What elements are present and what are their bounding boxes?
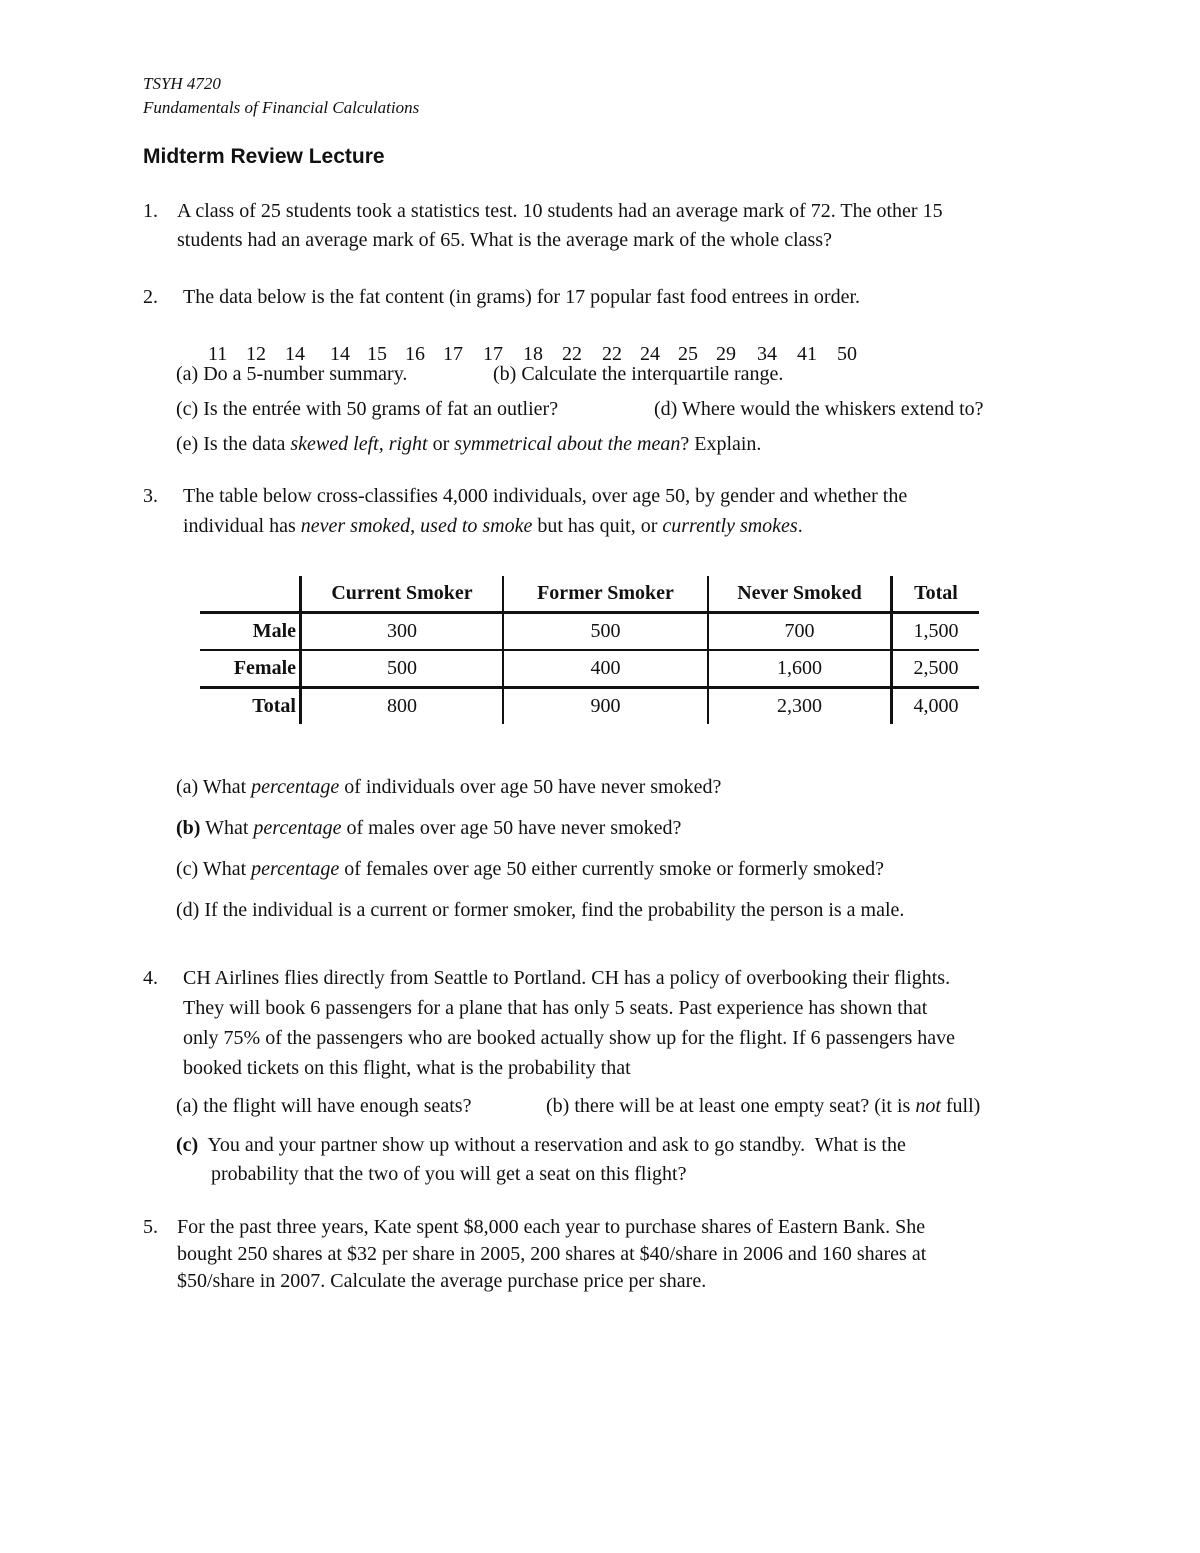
table-cell: 300 <box>301 613 504 651</box>
question-3-line-1: The table below cross-classifies 4,000 individuals, over age 50, by gender and whether the <box>183 485 908 507</box>
smoking-table <box>200 576 979 724</box>
table-cell: 2,500 <box>892 650 980 688</box>
question-2-number: 2. <box>143 286 158 308</box>
question-3d: (d) If the individual is a current or former smoker, find the probability the person is a male. <box>176 899 905 921</box>
data-value: 29 <box>716 343 736 365</box>
question-3a <box>176 776 721 799</box>
table-corner-cell <box>200 576 301 613</box>
data-value: 17 <box>443 343 463 365</box>
q3a-text: of individuals over age 50 have never smoked? <box>339 776 722 798</box>
q3b-text: of males over age 50 have never smoked? <box>341 817 682 839</box>
data-value: 16 <box>405 343 425 365</box>
data-value: 12 <box>246 343 266 365</box>
q4b-italic: not <box>915 1095 941 1117</box>
table-row <box>200 688 979 725</box>
question-2b: (b) Calculate the interquartile range. <box>493 363 784 385</box>
table-header-cell: Former Smoker <box>503 576 708 613</box>
q3-text: but has quit, or <box>532 515 663 537</box>
question-2d: (d) Where would the whiskers extend to? <box>654 398 984 420</box>
q2e-text: or <box>427 433 455 455</box>
table-cell: 1,500 <box>892 613 980 651</box>
table-row-label: Total <box>200 688 301 725</box>
q2e-italic-1: skewed left, right <box>290 433 428 455</box>
table-cell: 500 <box>503 613 708 651</box>
table-cell: 500 <box>301 650 504 688</box>
question-1-line-1: A class of 25 students took a statistics test. 10 students had an average mark of 72. The other 15 <box>177 200 943 222</box>
table-cell: 400 <box>503 650 708 688</box>
data-value: 14 <box>285 343 305 365</box>
table-header-cell: Never Smoked <box>708 576 892 613</box>
q3-italic: used to smoke <box>420 515 533 537</box>
q3c-text: (c) What <box>176 858 252 880</box>
question-5-line-2: bought 250 shares at $32 per share in 2005, 200 shares at $40/share in 2006 and 160 shares at <box>177 1243 927 1265</box>
q3b-italic: percentage <box>253 817 342 839</box>
question-2-intro: The data below is the fat content (in grams) for 17 popular fast food entrees in order. <box>183 286 861 308</box>
data-value: 22 <box>562 343 582 365</box>
table-cell: 1,600 <box>708 650 892 688</box>
course-code: TSYH 4720 <box>143 74 221 93</box>
table-header-cell: Current Smoker <box>301 576 504 613</box>
data-value: 15 <box>367 343 387 365</box>
data-value: 25 <box>678 343 698 365</box>
table-cell: 800 <box>301 688 504 725</box>
data-value: 14 <box>330 343 350 365</box>
table-header-cell: Total <box>892 576 980 613</box>
question-3c <box>176 858 884 881</box>
data-value: 17 <box>483 343 503 365</box>
question-2e <box>176 433 761 456</box>
question-4-number: 4. <box>143 967 158 989</box>
question-2c: (c) Is the entrée with 50 grams of fat an outlier? <box>176 398 559 420</box>
table-row-label: Male <box>200 613 301 651</box>
question-3b <box>176 817 681 840</box>
question-4-line-3: only 75% of the passengers who are booked actually show up for the flight. If 6 passengers have <box>183 1027 956 1049</box>
question-4-line-4: booked tickets on this flight, what is the probability that <box>183 1057 631 1079</box>
data-value: 24 <box>640 343 660 365</box>
question-5-line-1: For the past three years, Kate spent $8,000 each year to purchase shares of Eastern Bank. She <box>177 1216 926 1238</box>
table-row-label: Female <box>200 650 301 688</box>
table-cell: 4,000 <box>913 695 959 717</box>
q3a-text: (a) What <box>176 776 252 798</box>
table-header-row <box>200 576 979 613</box>
q4c-text: You and your partner show up without a reservation and ask to go standby. What is the <box>198 1134 906 1156</box>
question-3-line-2 <box>183 515 803 538</box>
data-value: 50 <box>837 343 857 365</box>
q3-italic: never smoked <box>300 515 411 537</box>
question-3-number: 3. <box>143 485 158 507</box>
table-cell: 900 <box>503 688 708 725</box>
q3b-label: (b) <box>176 817 201 839</box>
table-row <box>200 650 979 688</box>
q4c-label: (c) <box>176 1134 199 1156</box>
data-value: 18 <box>523 343 543 365</box>
data-value: 34 <box>757 343 777 365</box>
table-cell: 2,300 <box>708 688 892 725</box>
document-title: Midterm Review Lecture <box>143 145 385 168</box>
question-4-line-1: CH Airlines flies directly from Seattle to Portland. CH has a policy of overbooking their flights. <box>183 967 951 989</box>
q4b-text: full) <box>940 1095 981 1117</box>
data-value: 11 <box>208 343 228 365</box>
q3b-text: What <box>200 817 254 839</box>
q3c-italic: percentage <box>251 858 340 880</box>
q3-text: . <box>797 515 803 537</box>
q2e-text: (e) Is the data <box>176 433 291 455</box>
question-5-number: 5. <box>143 1216 158 1238</box>
question-4a: (a) the flight will have enough seats? <box>176 1095 472 1117</box>
q3c-text: of females over age 50 either currently smoke or formerly smoked? <box>339 858 885 880</box>
data-value: 22 <box>602 343 622 365</box>
table-cell: 700 <box>708 613 892 651</box>
question-4c <box>176 1134 906 1157</box>
question-1-number: 1. <box>143 200 158 222</box>
question-5-line-3: $50/share in 2007. Calculate the average purchase price per share. <box>177 1270 707 1292</box>
question-4c-line-2: probability that the two of you will get a seat on this flight? <box>211 1163 687 1185</box>
question-4b <box>546 1095 980 1118</box>
q3a-italic: percentage <box>251 776 340 798</box>
question-2a: (a) Do a 5-number summary. <box>176 363 408 385</box>
data-value: 41 <box>797 343 817 365</box>
q4b-text: (b) there will be at least one empty seat? (it is <box>546 1095 916 1117</box>
q3-text: individual has <box>183 515 301 537</box>
q3-text: , <box>410 515 421 537</box>
course-title: Fundamentals of Financial Calculations <box>143 98 420 117</box>
q2e-italic-2: symmetrical about the mean <box>454 433 681 455</box>
question-1-line-2: students had an average mark of 65. What is the average mark of the whole class? <box>177 229 832 251</box>
question-4-line-2: They will book 6 passengers for a plane that has only 5 seats. Past experience has shown that <box>183 997 928 1019</box>
q2e-text: ? Explain. <box>680 433 762 455</box>
table-row <box>200 613 979 651</box>
q3-italic: currently smokes <box>662 515 798 537</box>
